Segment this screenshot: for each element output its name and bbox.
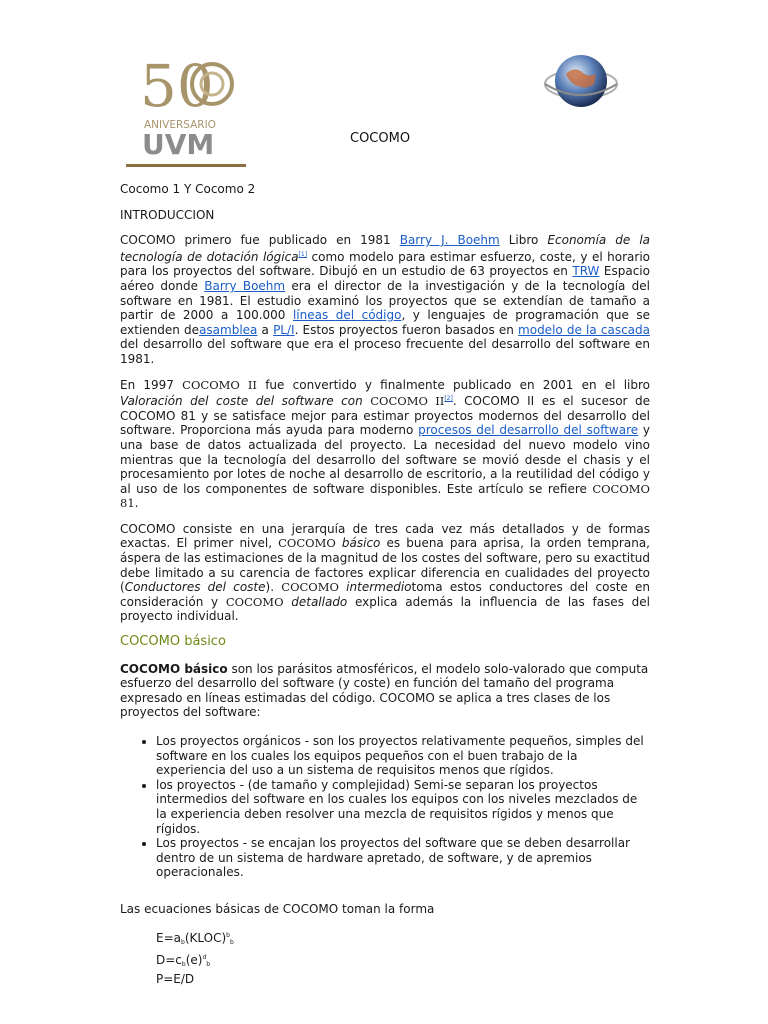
eq-sub: b — [181, 938, 185, 946]
text: y una base de datos actualizada del proyecto. La necesidad del nuevo modelo vino mientras que la tecnología del desarrollo del software se movió desde el chasis y el procesamiento por lotes de noche al desarrollo de escritorio, a la reutilidad del código y al uso de los componentes de software disponibles. Este artículo se refiere — [120, 423, 651, 496]
link-lineas-del-codigo[interactable]: líneas del código — [292, 308, 402, 323]
text: fue convertido y finalmente publicado en 2001 en el libro — [256, 377, 651, 392]
link-trw[interactable]: TRW — [572, 264, 600, 279]
eq-part: (KLOC) — [184, 930, 227, 945]
text: como modelo para estimar esfuerzo, coste, y el horario para los proyectos del software. Dibujó en un estudio de 63 proyectos en — [120, 249, 650, 279]
text: Libro — [499, 233, 548, 248]
equation-effort — [156, 928, 650, 950]
list-item: • Los proyectos orgánicos - son los proyectos relativamente pequeños, simples del software en los cuales los equipos pequeños con el buen trabajo de la experiencia del uso a un sistema de requisitos menos que rígidos. — [156, 734, 650, 778]
text: . — [134, 496, 139, 511]
italic-term: intermedio — [338, 580, 412, 595]
logo-rule — [126, 164, 246, 167]
equation-people: P=E/D — [156, 971, 195, 986]
eq-part: D=c — [156, 952, 182, 967]
text: Espacio aéreo donde — [120, 264, 650, 293]
text: a — [257, 322, 274, 337]
text: es buena para aprisa, la orden temprana, áspera de las estimaciones de la magnitud de los costes del software, pero su exactitud debe limitado a su carencia de factores explicar diferencia en cualidades del proyecto ( — [120, 536, 650, 595]
uvm-logo-graphic — [126, 52, 246, 168]
text: toma estos conductores del coste en consideración y — [120, 580, 650, 609]
logo-aniversario: ANIVERSARIO — [144, 119, 216, 131]
list-item: • los proyectos - (de tamaño y complejidad) Semi-se separan los proyectos intermedios del software en los cuales los equipos con los niveles mezclados de la experiencia deben resolver una mezcla de requisitos rígidos y menos que rígidos. — [156, 778, 650, 836]
eq-sub: b — [229, 938, 234, 946]
reference-link-2[interactable]: [2] — [444, 395, 453, 403]
text: COCOMO primero fue publicado en 1981 — [120, 233, 400, 248]
link-asamblea[interactable]: asamblea — [199, 322, 258, 337]
globe-image — [544, 44, 618, 118]
link-barry-j-boehm[interactable]: Barry J. Boehm — [399, 233, 500, 248]
italic-term: detallado — [283, 594, 348, 609]
text: . Estos proyectos fueron basados en — [294, 322, 519, 337]
code-term: COCOMO 81 — [120, 481, 650, 511]
document-title: COCOMO — [350, 131, 411, 146]
code-term: COCOMO — [281, 580, 339, 595]
paragraph-hierarchy — [120, 522, 650, 624]
logo-uvm: UVM — [142, 128, 215, 161]
equations-block — [156, 928, 650, 987]
project-types-list — [120, 734, 650, 880]
link-modelo-de-la-cascada[interactable]: modelo de la cascada — [518, 322, 650, 337]
list-item: • Los proyectos - se encajan los proyectos del software que se deben desarrollar dentro de un sistema de hardware apretado, de software, y de apremios operacionales. — [156, 836, 650, 880]
text: explica además la influencia de las fases del proyecto individual. — [120, 594, 650, 624]
equations-intro: Las ecuaciones básicas de COCOMO toman la forma — [120, 901, 435, 916]
code-term: COCOMO — [278, 536, 336, 551]
italic-term: básico — [335, 536, 381, 551]
paragraph-intro — [120, 233, 650, 366]
eq-sub: b — [181, 960, 186, 968]
paragraph-cocomo-ii — [120, 378, 650, 511]
code-term: COCOMO II — [182, 377, 257, 392]
text: son los parásitos atmosféricos, el modelo solo-valorado que computa esfuerzo del desarrollo del software (y coste) en función del tamaño del programa expresado en líneas estimadas del código. COCOMO se aplica a tres clases de los proyectos del software: — [120, 661, 649, 720]
subtitle: Cocomo 1 Y Cocomo 2 — [120, 182, 256, 196]
reference-link-1[interactable]: [1] — [298, 250, 308, 258]
book-title: Economía de la tecnología de dotación lógica — [120, 233, 651, 264]
link-procesos-del-desarrollo[interactable]: procesos del desarrollo del software — [418, 423, 639, 438]
paragraph-basic — [120, 662, 650, 720]
eq-sub: b — [206, 960, 211, 968]
document-body — [120, 182, 650, 987]
eq-part: E=a — [156, 930, 181, 945]
text: COCOMO consiste en una jerarquía de tres cada vez más detallados y de formas exactas. El primer nivel, — [120, 521, 650, 551]
eq-sup: b — [226, 931, 230, 939]
book-title: Valoración del coste del software con — [120, 394, 371, 409]
text: ). — [265, 580, 282, 595]
code-term: COCOMO II — [370, 394, 445, 409]
link-barry-boehm[interactable]: Barry Boehm — [204, 278, 286, 293]
italic-term: Conductores del coste — [124, 580, 266, 595]
intro-heading: INTRODUCCION — [120, 207, 215, 222]
text: del desarrollo del software que era el proceso frecuente del desarrollo del software en 1981. — [120, 337, 650, 366]
equation-duration — [156, 950, 650, 972]
text: era el director de la investigación y de la tecnología del software en 1981. El estudio examinó los proyectos que se extendían de tamaño a partir de 2000 a 100.000 — [120, 278, 650, 323]
logo-number: 50 — [140, 52, 214, 120]
link-pl-i[interactable]: PL/I — [273, 322, 295, 337]
bold-term: COCOMO básico — [120, 661, 228, 676]
text: , y lenguajes de programación que se extienden de — [120, 308, 651, 337]
uvm-50-logo — [126, 52, 246, 168]
text: En 1997 — [120, 377, 183, 392]
code-term: COCOMO — [225, 594, 284, 609]
text: . COCOMO II es el sucesor de COCOMO 81 y se satisface mejor para estimar proyectos modernos del desarrollo del software. Proporciona más ayuda para moderno — [120, 394, 650, 438]
eq-part: (e) — [185, 952, 203, 967]
section-heading-cocomo-basico: COCOMO básico — [120, 634, 226, 650]
eq-sup: d — [202, 953, 207, 961]
